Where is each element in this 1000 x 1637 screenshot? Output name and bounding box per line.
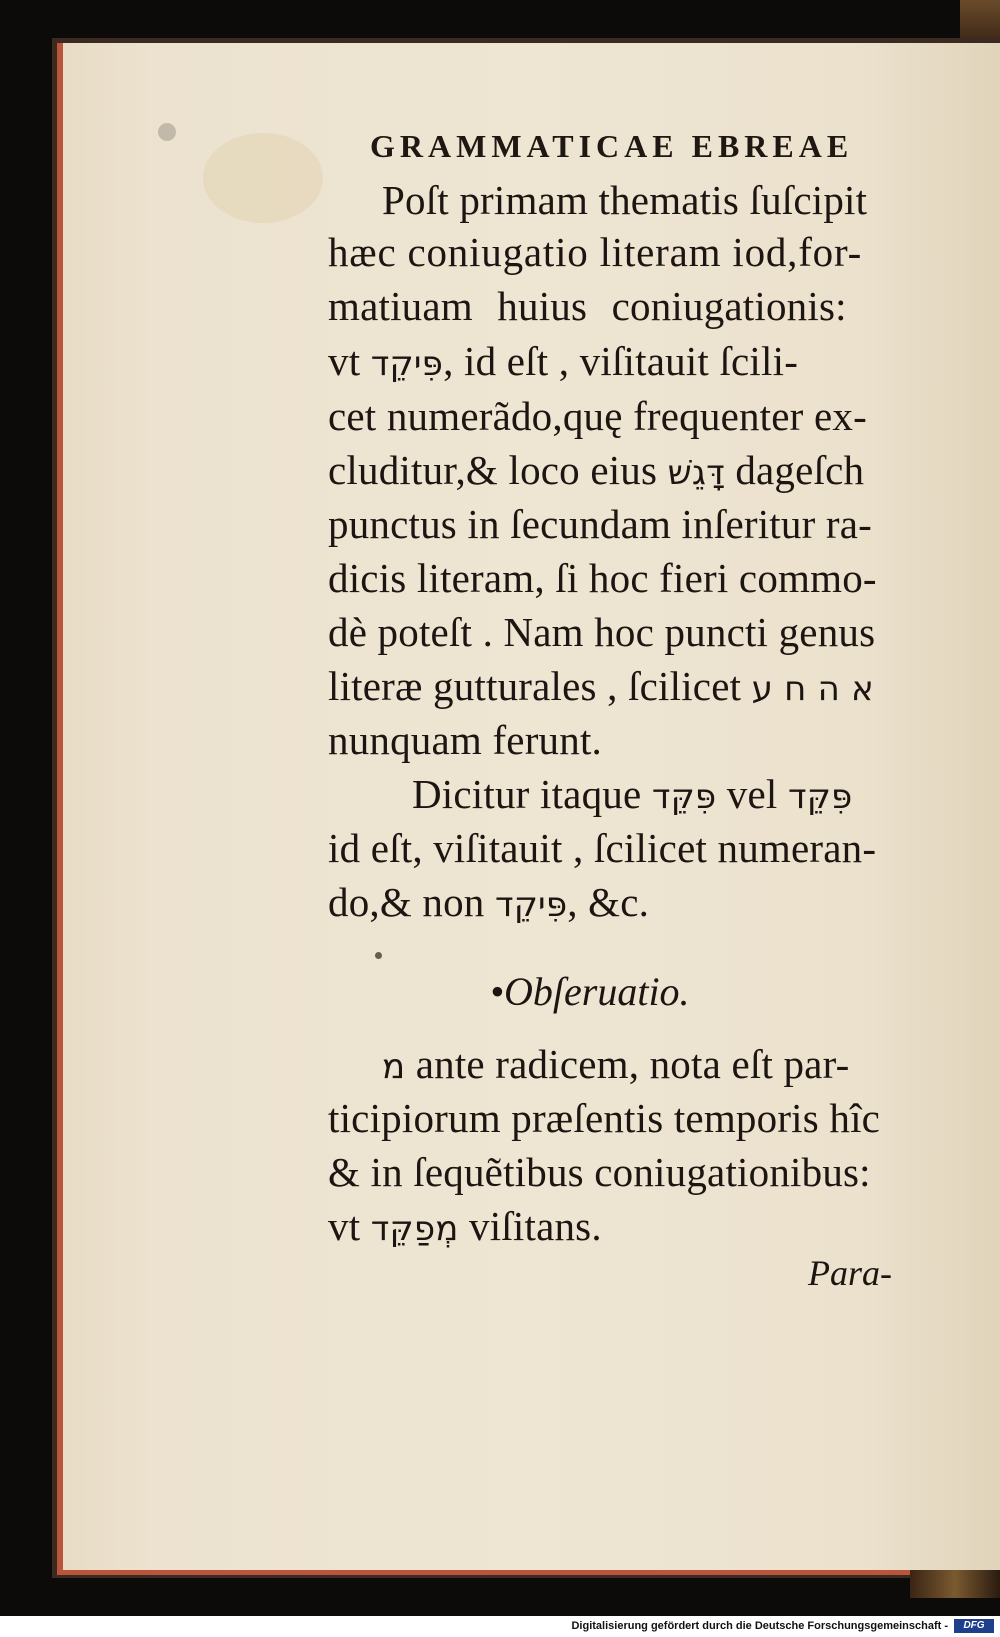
hebrew-word: דָּגֵשׁ — [667, 453, 725, 493]
line-text: hæc coniugatio literam iod,for- — [328, 229, 863, 275]
binding-edge-bottom — [910, 1570, 1000, 1598]
text-line — [328, 282, 847, 330]
text-line — [328, 392, 867, 440]
paper-stain — [203, 133, 323, 223]
line-text: punctus in ſecundam inſeritur ra- — [328, 501, 872, 547]
catchword: Para- — [808, 1253, 892, 1293]
text-line — [382, 176, 867, 224]
hebrew-word: פִּקֵּד — [787, 777, 853, 817]
line-text: Poſt primam thematis ſuſcipit — [382, 177, 868, 223]
line-text: do,& non — [328, 879, 495, 925]
text-line — [328, 716, 602, 764]
funding-notice: Digitalisierung gefördert durch die Deutsche Forschungsgemeinschaft - — [571, 1620, 948, 1632]
line-text: viſitans. — [458, 1203, 602, 1249]
line-text: , id eſt , viſitauit ſcili- — [443, 338, 799, 384]
line-text: cluditur,& loco eius — [328, 447, 668, 493]
line-text: dè poteſt . Nam hoc puncti genus — [328, 609, 876, 655]
line-text: nunquam ferunt. — [328, 717, 602, 763]
text-line — [328, 662, 874, 710]
foxing-spot — [158, 123, 176, 141]
line-text: ante radicem, nota eſt par- — [405, 1041, 850, 1087]
line-text: id eſt, viſitauit , ſcilicet numeran- — [328, 825, 877, 871]
hebrew-word: פִּיקֵד — [370, 344, 444, 384]
line-text: literæ gutturales , ſcilicet — [328, 663, 752, 709]
line-text: ticipiorum præſentis temporis hîc — [328, 1095, 881, 1141]
text-line — [328, 608, 875, 656]
text-line — [328, 500, 872, 548]
hebrew-word: פִּקֵּד — [651, 777, 717, 817]
section-heading: •Obſeruatio. — [490, 969, 690, 1014]
text-line — [328, 878, 649, 926]
text-line — [328, 1148, 871, 1196]
line-text: vel — [716, 771, 788, 817]
line-text: , &c. — [567, 879, 650, 925]
text-line — [382, 1040, 849, 1088]
text-line — [328, 554, 877, 602]
line-text: Dicitur itaque — [412, 771, 652, 817]
text-line — [328, 228, 862, 276]
dfg-logo-icon: DFG — [954, 1619, 994, 1633]
ink-dot — [375, 952, 382, 959]
line-text: cet numerãdo,quę frequenter ex- — [328, 393, 867, 439]
text-line — [328, 337, 798, 385]
hebrew-word: מְפַקֵּד — [370, 1209, 459, 1249]
hebrew-letters: א ה ח ע — [751, 669, 874, 709]
text-line — [412, 770, 852, 818]
running-head: GRAMMATICAE EBREAE — [370, 128, 854, 164]
text-line — [328, 446, 864, 494]
line-text: vt — [328, 338, 371, 384]
line-text: matiuam huius coniugationis: — [328, 283, 847, 329]
text-line — [328, 824, 876, 872]
line-text: & in ſequẽtibus coniugationibus: — [328, 1149, 871, 1195]
text-line — [328, 1202, 602, 1250]
hebrew-word: פִּיקֵד — [494, 885, 568, 925]
hebrew-letter: מ — [382, 1047, 406, 1087]
line-text: dageſch — [724, 447, 865, 493]
line-text: dicis literam, ſi hoc fieri commo- — [328, 555, 877, 601]
text-line — [328, 1094, 880, 1142]
line-text: vt — [328, 1203, 371, 1249]
